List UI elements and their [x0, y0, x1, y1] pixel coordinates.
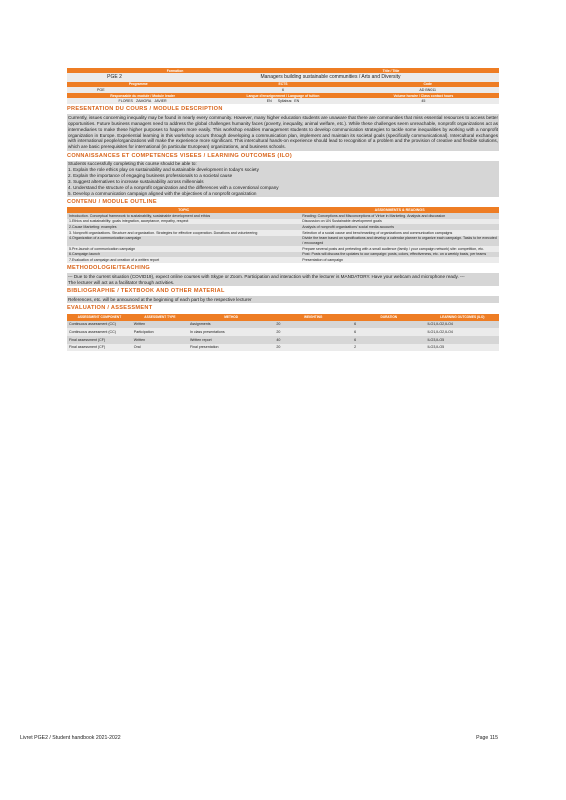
- table-row: [67, 257, 499, 263]
- table-row: [67, 328, 499, 336]
- eval-ilo: ILO1,ILO2,ILO4: [427, 329, 453, 334]
- outline-topic: 1.Ethics and sustainability: goals integration, acceptance, empathy, respect: [69, 219, 189, 224]
- eval-header: ASSESSMENT COMPONENT: [67, 314, 132, 321]
- eval-header: METHOD: [188, 314, 274, 321]
- responsible-label: Responsable du module / Module leader: [67, 93, 218, 98]
- eval-weighting: 20: [276, 345, 281, 350]
- eval-component: Continuous assessment (CC): [69, 329, 116, 334]
- leader-table: [67, 93, 499, 104]
- ilo-item: 3. Suggest alternatives to increase sustainability across millennials: [68, 179, 204, 185]
- outline-assignment: Selection of a social cause and benchmarking of organizations and communication campaigns: [302, 230, 453, 235]
- leader-middlename: JAVIER: [154, 98, 167, 103]
- footer-handbook-label: Livret PGE2 / Student handbook 2021-2022: [20, 735, 121, 741]
- outline-topic: 6.Campaign launch: [69, 252, 100, 257]
- biblio-title: BIBLIOGRAPHIE / TEXTBOOK AND OTHER MATERIAL: [67, 288, 225, 295]
- course-title-row: [67, 73, 499, 82]
- table-row: [67, 336, 499, 344]
- outline-topic: 7.Evaluation of campaign and creation of a written report: [69, 257, 160, 262]
- ilo-item: 1. Explain the role ethics play on sustainability and sustainable development in today's society: [68, 167, 259, 173]
- eval-type: Participation: [133, 329, 154, 334]
- method-text: --- Due to the current situation (COVID19), expect online courses with Skype or Zoom. Participation and interaction with the lecturer is MANDATORY. Have your webcam and microphone ready. ---: [68, 273, 465, 279]
- biblio-text: References, etc. will be announced at the beginning of each part by the respective lecturer: [67, 296, 499, 303]
- eval-type: Oral: [133, 345, 141, 350]
- outline-assignment: Discussion on UN Sustainable development goals: [302, 219, 382, 224]
- eval-ilo: ILO3,ILO5: [427, 337, 445, 342]
- eval-method: Assignments: [189, 322, 211, 327]
- eval-component: Final assessment (CF): [69, 345, 106, 350]
- language-value: EN: [266, 98, 272, 103]
- eval-type: Written: [133, 322, 146, 327]
- method-title: METHODOLOGIE/TEACHING: [67, 265, 151, 272]
- syllabus-value: EN: [294, 98, 300, 103]
- outline-title: CONTENU / MODULE OUTLINE: [67, 199, 157, 206]
- outline-topic: 3. Nonprofit organizations. Structure and organization. Strategies for effective cooperation. Donations and volunteering: [69, 230, 258, 235]
- leader-firstname: FLORES: [118, 98, 133, 103]
- ilo-item: 2. Explain the importance of engaging business professionals to a societal cause: [68, 173, 233, 179]
- outline-topic: 5.Pre-launch of communication campaign: [69, 246, 136, 251]
- eval-method: In class presentations: [189, 329, 225, 334]
- outline-assignment: Prepare several posts and pretesting with a small audience (family / your campaign network) site: competition, etc.: [302, 246, 485, 251]
- description-text: Currently, issues concerning inequality may be found in nearly every community. However, many higher education students are unaware that there are communities that miss essential resources to access better opportunities. Future business managers need to address the global challenges humanity faces (poverty, inequality, animal welfare, etc.). While these challenges seem unreachable, nonprofit organizations act as intermediaries to make these higher purposes to happen more easily. This workshop enables management students to develop communication strategies to tackle some inequalities by working with a nonprofit organization in Europe. Experiential learning in this workshop occurs through developing a communication plan, implement and maintain its societal goals (specifically communicational). Intercultural exchanges with international people/organizations will make the experience more significant. This intercultural hands-on experience should lead to recognition of a problem and the provision of creative and flexible solutions, which are basic prerequisites for international (in particular European) organizations, and business schools.: [68, 114, 498, 150]
- eval-table: [67, 314, 499, 352]
- method-block: [67, 273, 499, 286]
- outline-assignment: Divide the team based on specifications and develop a calendar planner to organize each campaign. Tasks to be executed / encouraged: [302, 236, 497, 245]
- eval-duration: 6: [354, 322, 357, 327]
- program-value: PGE 2: [107, 74, 122, 81]
- eval-header: ASSESSMENT TYPE: [132, 314, 188, 321]
- eval-method: Written report: [189, 337, 212, 342]
- ilo-item: 4. Understand the structure of a nonprofit organization and the differences with a conventional company: [68, 184, 279, 190]
- eval-weighting: 40: [276, 337, 281, 342]
- eval-weighting: 20: [276, 329, 281, 334]
- programme-value: PGE: [97, 87, 105, 92]
- table-row: [67, 344, 499, 352]
- leader-lastname: ZAMORA: [135, 98, 152, 103]
- leader-name: [67, 98, 218, 104]
- outline-assignment: Analysis of nonprofit organizations' social media accounts: [302, 224, 395, 229]
- outline-topic: Introduction. Conceptual framework to sustainability, sustainable development and ethics: [69, 213, 211, 218]
- ects-value: 6: [281, 87, 284, 92]
- eval-header: LEARNING OUTCOMES (ILO): [426, 314, 499, 321]
- title-label: Title / Title: [283, 68, 499, 73]
- outline-topic: 4.Organization of a communication campaign: [69, 236, 142, 241]
- eval-ilo: ILO3,ILO5: [427, 345, 445, 350]
- description-title: PRESENTATION DU COURS / MODULE DESCRIPTION: [67, 106, 223, 113]
- language-cell: [218, 98, 348, 104]
- eval-type: Written: [133, 337, 146, 342]
- eval-duration: 6: [354, 329, 357, 334]
- ilo-block: [67, 161, 499, 197]
- ilo-intro: Students successfully completing this course should be able to:: [68, 161, 197, 167]
- eval-header: DURATION: [352, 314, 425, 321]
- method-text: The lecturer will act as a facilitator through activities.: [68, 279, 175, 285]
- eval-component: Continuous assessment (CC): [69, 322, 116, 327]
- volume-label: Volume horaire / Class contact hours: [348, 93, 499, 98]
- outline-assignment: Post: Posts will discuss the updates to our campaign: posts, colors, effectiveness, etc. on a weekly basis, per teams: [302, 252, 487, 257]
- ilo-title: CONNAISSANCES ET COMPETENCES VISEES / LEARNING OUTCOMES (ILO): [67, 152, 292, 159]
- outline-assign-header: ASSIGNMENTS & READINGS: [300, 207, 499, 213]
- outline-table: [67, 207, 499, 263]
- footer-page-number: Page 115: [476, 735, 498, 741]
- outline-assignment: Presentation of campaign: [302, 257, 344, 262]
- eval-weighting: 20: [276, 322, 281, 327]
- table-row: [67, 321, 499, 329]
- ects-label: ECTS: [210, 82, 357, 87]
- language-label: Langue d'enseignement / Language of tuition: [218, 93, 348, 98]
- programme-label: Programme: [67, 82, 210, 87]
- eval-duration: 2: [354, 345, 357, 350]
- syllabus-label: Syllabus:: [277, 98, 293, 103]
- course-sheet: [67, 68, 499, 351]
- hours-value: 45: [421, 98, 426, 103]
- ilo-item: 5. Develop a communication campaign aligned with the objectives of a nonprofit organization: [68, 190, 257, 196]
- eval-component: Final assessment (CF): [69, 337, 106, 342]
- eval-title: EVALUATION / ASSESSMENT: [67, 305, 153, 312]
- course-title: Managers building sustainable communities / Arts and Diversity: [260, 74, 401, 81]
- code-value: AD BN011: [419, 87, 437, 92]
- code-label: Code: [356, 82, 499, 87]
- eval-ilo: ILO1,ILO2,ILO4: [427, 322, 453, 327]
- outline-topic: 2.Cause Marketing: examples: [69, 224, 117, 229]
- outline-topic-header: TOPIC: [67, 207, 300, 213]
- eval-header: WEIGHTING: [274, 314, 352, 321]
- outline-assignment: Reading: Conceptions and Misconceptions of Virtue in Marketing. Analysis and discussion: [302, 213, 446, 218]
- eval-duration: 6: [354, 337, 357, 342]
- formation-label: Formation: [67, 68, 283, 73]
- table-row: [67, 236, 499, 246]
- eval-method: Final presentation: [189, 345, 219, 350]
- programme-header: [67, 82, 499, 93]
